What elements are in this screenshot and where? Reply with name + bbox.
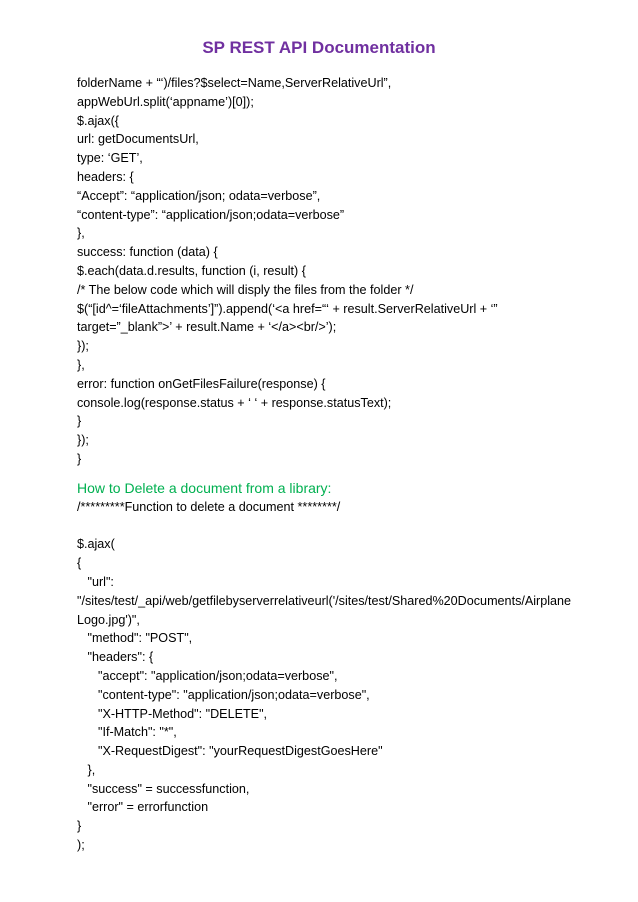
code-block-2-line <box>77 517 577 536</box>
document-content <box>77 74 577 855</box>
code-block-1-line: “Accept”: “application/json; odata=verbose”, <box>77 188 321 203</box>
code-block-2-line: "If-Match": "*", <box>77 725 177 740</box>
code-block-2-line: "content-type": "application/json;odata=verbose", <box>77 687 370 702</box>
code-block-1-line: } <box>77 451 82 466</box>
code-block-2-line: "url": <box>77 574 114 589</box>
code-block-1-line: }); <box>77 339 89 354</box>
code-block-2-line: }, <box>77 762 96 777</box>
code-block-2-line: "X-RequestDigest": "yourRequestDigestGoesHere" <box>77 744 383 759</box>
code-block-2-line: /*********Function to delete a document ********/ <box>77 499 341 514</box>
section-heading-delete: How to Delete a document from a library: <box>77 479 332 496</box>
code-block-1-line: success: function (data) { <box>77 245 218 260</box>
code-block-1-line: $(“[id^=‘fileAttachments’]”).append(‘<a href=“‘ + result.ServerRelativeUrl + ‘” <box>77 301 498 316</box>
code-block-2-line: "/sites/test/_api/web/getfilebyserverrelativeurl('/sites/test/Shared%20Documents/Airplane <box>77 593 572 608</box>
code-block-1-line: target=”_blank”>’ + result.Name + ‘</a><br/>’); <box>77 320 337 335</box>
code-block-get-files <box>77 74 577 469</box>
code-block-2-line: { <box>77 556 82 571</box>
code-block-1-line: url: getDocumentsUrl, <box>77 132 199 147</box>
code-block-1-line: error: function onGetFilesFailure(response) { <box>77 376 326 391</box>
code-block-1-line: folderName + “‘)/files?$select=Name,ServerRelativeUrl”, <box>77 76 392 90</box>
code-block-2-line: "error" = errorfunction <box>77 800 209 815</box>
code-block-2-line: "method": "POST", <box>77 631 193 646</box>
code-block-2-line: $.ajax( <box>77 537 115 552</box>
code-block-2-line: "success" = successfunction, <box>77 781 250 796</box>
code-block-1-line: headers: { <box>77 169 134 184</box>
code-block-1-line: }); <box>77 433 89 448</box>
code-block-2-line: "X-HTTP-Method": "DELETE", <box>77 706 268 721</box>
code-block-1-line: /* The below code which will disply the files from the folder */ <box>77 282 414 297</box>
code-block-2-line: ); <box>77 838 85 853</box>
document-title: SP REST API Documentation <box>202 38 436 57</box>
code-block-1-line: } <box>77 414 82 429</box>
code-block-1-line: “content-type”: “application/json;odata=verbose” <box>77 207 345 222</box>
code-block-1-line: $.each(data.d.results, function (i, result) { <box>77 263 306 278</box>
code-block-1-line: appWebUrl.split(‘appname’)[0]); <box>77 94 254 109</box>
code-block-1-line: type: ‘GET’, <box>77 151 143 166</box>
code-block-2-line: } <box>77 819 82 834</box>
code-block-1-line: }, <box>77 226 85 241</box>
code-block-delete-document <box>77 498 577 855</box>
code-block-2-line: Logo.jpg')", <box>77 612 140 627</box>
code-block-2-line: "accept": "application/json;odata=verbose", <box>77 668 338 683</box>
code-block-2-line: "headers": { <box>77 650 154 665</box>
code-block-1-line: console.log(response.status + ‘ ‘ + response.statusText); <box>77 395 392 410</box>
code-block-1-line: $.ajax({ <box>77 113 120 128</box>
code-block-1-line: }, <box>77 357 85 372</box>
